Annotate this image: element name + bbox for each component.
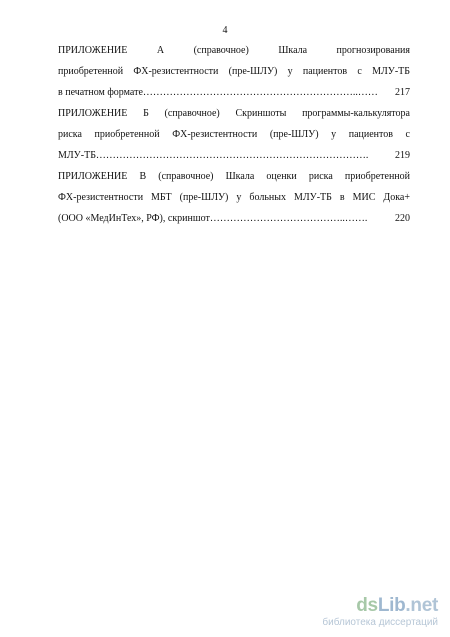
toc-page-number: 220 [395,213,410,224]
toc-entry-line: ПРИЛОЖЕНИЕ А (справочное) Шкала прогнозирования [58,45,410,56]
page-number: 4 [222,25,228,36]
toc-entry-last-line [58,82,410,103]
toc-leader-text: МЛУ-ТБ………………………………………………………………………. [58,150,369,161]
table-of-contents [58,40,410,229]
logo-lib: Lib [377,595,406,616]
toc-entry-appendix-v [58,166,410,229]
toc-entry-line: ПРИЛОЖЕНИЕ Б (справочное) Скриншоты программы-калькулятора [58,108,410,119]
toc-leader-text: (ООО «МедИнТех», РФ), скриншот…………………………………..……. [58,213,368,224]
toc-entry-appendix-b [58,103,410,166]
toc-entry-line: ФХ-резистентности МБТ (пре-ШЛУ) у больных МЛУ-ТБ в МИС Дока+ [58,192,410,203]
toc-entry-line: приобретенной ФХ-резистентности (пре-ШЛУ) у пациентов с МЛУ-ТБ [58,66,410,77]
logo-net: .net [405,595,438,616]
toc-leader-text: в печатном формате………………………………………………………..…… [58,87,378,98]
toc-entry-line: ПРИЛОЖЕНИЕ В (справочное) Шкала оценки риска приобретенной [58,171,410,182]
toc-page-number: 219 [395,150,410,161]
toc-entry-appendix-a [58,40,410,103]
toc-page-number: 217 [395,87,410,98]
toc-entry-last-line [58,208,410,229]
toc-entry-line: риска приобретенной ФХ-резистентности (пре-ШЛУ) у пациентов с [58,129,410,140]
logo-ds: ds [356,595,378,616]
watermark-tagline: библиотека диссертаций [322,617,438,628]
dslib-logo [288,596,438,616]
dslib-watermark [288,596,438,629]
toc-entry-last-line [58,145,410,166]
